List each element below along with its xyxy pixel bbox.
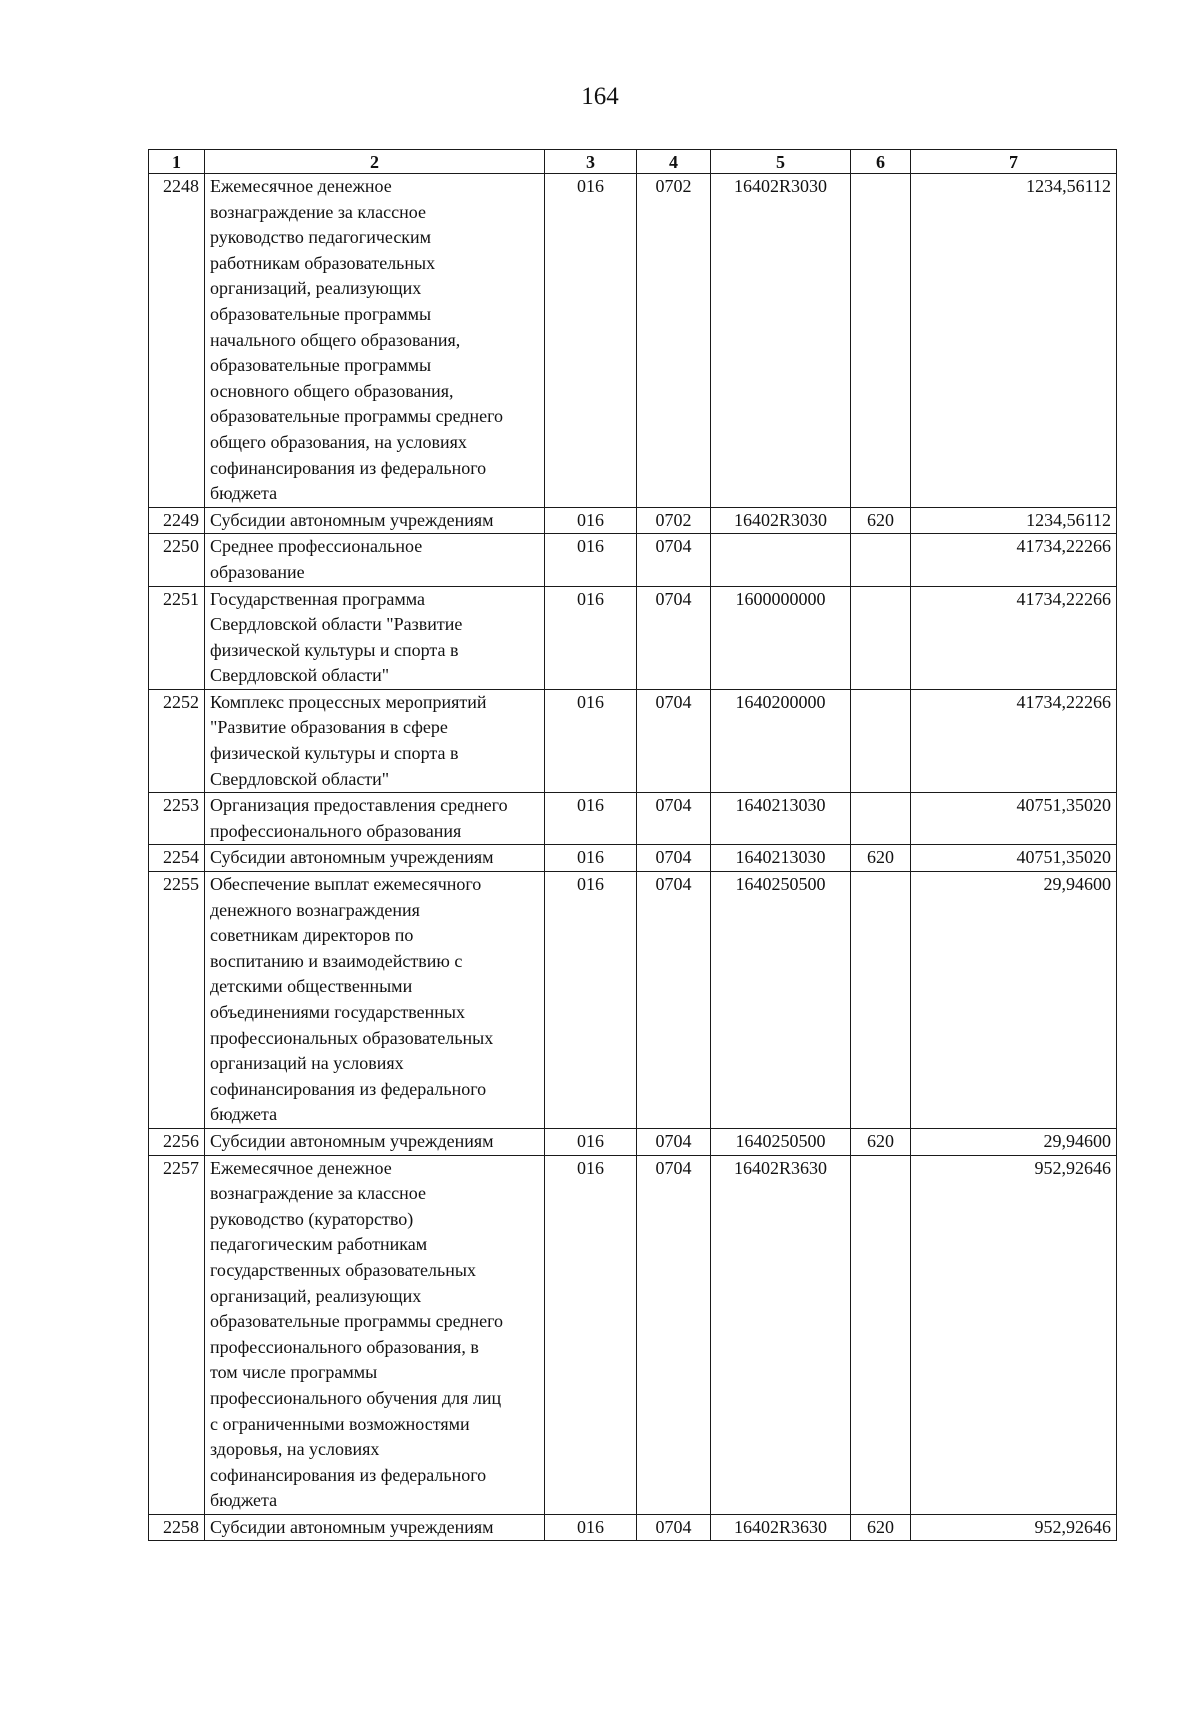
row-section-cell: 0704 [637,1128,711,1155]
row-dept-cell: 016 [545,689,637,792]
table-row [149,689,1117,792]
table-row [149,845,1117,872]
row-number-cell: 2257 [149,1155,205,1514]
row-name-line: том числе программы [210,1362,378,1383]
row-section-cell: 0704 [637,793,711,845]
row-expense-cell: 620 [851,507,911,534]
row-name-cell [205,793,545,845]
row-name-line: физической культуры и спорта в [210,743,459,764]
row-name-line: профессионального образования, в [210,1336,479,1357]
row-dept-cell: 016 [545,174,637,508]
row-amount-cell: 41734,22266 [911,534,1117,586]
row-amount-cell: 29,94600 [911,872,1117,1129]
row-target-cell [711,534,851,586]
row-name-cell [205,586,545,689]
row-dept-cell: 016 [545,507,637,534]
row-name-line: вознаграждение за классное [210,201,426,222]
row-name-line: организаций на условиях [210,1053,404,1074]
row-name-line: педагогическим работникам [210,1234,428,1255]
row-name-line: государственных образовательных [210,1259,476,1280]
table-row [149,534,1117,586]
header-col-4: 4 [637,150,711,174]
row-expense-cell [851,1155,911,1514]
row-section-cell: 0704 [637,1155,711,1514]
row-name-line: денежного вознаграждения [210,899,420,920]
row-dept-cell: 016 [545,845,637,872]
row-name-line: "Развитие образования в сфере [210,717,448,738]
row-name-line: Свердловской области "Развитие [210,614,463,635]
row-amount-cell: 1234,56112 [911,507,1117,534]
row-name-line: Среднее профессиональное [210,536,423,557]
row-dept-cell: 016 [545,586,637,689]
row-amount-cell: 952,92646 [911,1155,1117,1514]
row-amount-cell: 40751,35020 [911,793,1117,845]
row-name-line: объединениями государственных [210,1002,465,1022]
row-target-cell: 16402R3630 [711,1514,851,1541]
row-expense-cell: 620 [851,845,911,872]
row-name-line: образовательные программы [210,303,432,324]
row-name-line: здоровья, на условиях [210,1439,380,1460]
page-number: 164 [581,83,619,110]
row-name-line: Организация предоставления среднего [210,795,508,816]
row-expense-cell [851,872,911,1129]
row-target-cell: 16402R3030 [711,174,851,508]
row-name-line: профессионального образования [210,820,462,841]
row-target-cell: 1640213030 [711,793,851,845]
header-col-7: 7 [911,150,1117,174]
row-name-line: образовательные программы среднего [210,1311,504,1332]
row-amount-cell: 952,92646 [911,1514,1117,1541]
row-name-line: Государственная программа [210,588,425,609]
row-dept-cell: 016 [545,534,637,586]
row-name-line: образовательные программы среднего [210,406,504,427]
row-dept-cell: 016 [545,1128,637,1155]
row-name-line: образовательные программы [210,355,432,376]
row-expense-cell: 620 [851,1128,911,1155]
budget-table [148,149,1117,1541]
row-name-cell [205,174,545,508]
row-name-line: организаций, реализующих [210,278,422,299]
row-dept-cell: 016 [545,1155,637,1514]
row-name-cell [205,1155,545,1514]
row-name-line: начального общего образования, [210,329,461,350]
row-name-line: бюджета [210,483,278,504]
table-body [149,174,1117,1541]
header-col-6: 6 [851,150,911,174]
table-row [149,1128,1117,1155]
header-col-5: 5 [711,150,851,174]
row-expense-cell [851,793,911,845]
row-name-line: софинансирования из федерального [210,1464,487,1485]
row-name-line: Субсидии автономным учреждениям [210,1516,494,1537]
row-number-cell: 2250 [149,534,205,586]
row-name-cell [205,1128,545,1155]
row-expense-cell: 620 [851,1514,911,1541]
row-section-cell: 0702 [637,174,711,508]
row-number-cell: 2249 [149,507,205,534]
row-target-cell: 1600000000 [711,586,851,689]
row-section-cell: 0704 [637,1514,711,1541]
row-amount-cell: 1234,56112 [911,174,1117,508]
row-name-line: советникам директоров по [210,925,414,946]
row-name-line: физической культуры и спорта в [210,639,459,660]
row-section-cell: 0704 [637,586,711,689]
row-name-line: образование [210,561,305,582]
row-name-line: Обеспечение выплат ежемесячного [210,874,482,895]
table-row [149,1155,1117,1514]
row-number-cell: 2258 [149,1514,205,1541]
header-row [149,150,1117,174]
row-dept-cell: 016 [545,1514,637,1541]
row-dept-cell: 016 [545,872,637,1129]
row-number-cell: 2254 [149,845,205,872]
row-target-cell: 16402R3630 [711,1155,851,1514]
row-name-line: вознаграждение за классное [210,1183,426,1204]
row-section-cell: 0704 [637,534,711,586]
table-row [149,586,1117,689]
row-section-cell: 0702 [637,507,711,534]
row-name-line: работникам образовательных [210,252,436,273]
row-name-line: бюджета [210,1490,278,1511]
row-section-cell: 0704 [637,689,711,792]
row-number-cell: 2248 [149,174,205,508]
row-name-line: Субсидии автономным учреждениям [210,1130,494,1151]
row-dept-cell: 016 [545,793,637,845]
row-name-line: воспитанию и взаимодействию с [210,950,463,971]
row-name-cell [205,845,545,872]
table-row [149,1514,1117,1541]
row-number-cell: 2256 [149,1128,205,1155]
row-name-cell [205,507,545,534]
row-name-line: общего образования, на условиях [210,431,467,452]
row-name-cell [205,872,545,1129]
row-name-cell [205,534,545,586]
row-name-cell [205,1514,545,1541]
row-target-cell: 1640250500 [711,1128,851,1155]
table-row [149,793,1117,845]
row-name-line: руководство педагогическим [210,227,432,248]
row-amount-cell: 41734,22266 [911,586,1117,689]
table-row [149,507,1117,534]
row-amount-cell: 41734,22266 [911,689,1117,792]
header-col-1: 1 [149,150,205,174]
row-name-line: Субсидии автономным учреждениям [210,847,494,868]
row-number-cell: 2253 [149,793,205,845]
row-name-line: основного общего образования, [210,380,454,401]
row-expense-cell [851,534,911,586]
row-name-line: профессиональных образовательных [210,1027,494,1048]
row-name-line: софинансирования из федерального [210,457,487,478]
row-name-line: Ежемесячное денежное [210,176,392,196]
row-name-line: бюджета [210,1104,278,1125]
table-row [149,174,1117,508]
row-amount-cell: 29,94600 [911,1128,1117,1155]
row-amount-cell: 40751,35020 [911,845,1117,872]
row-name-line: Ежемесячное денежное [210,1157,392,1178]
row-name-line: софинансирования из федерального [210,1078,487,1099]
row-name-line: с ограниченными возможностями [210,1413,470,1434]
row-number-cell: 2251 [149,586,205,689]
row-name-line: Субсидии автономным учреждениям [210,509,494,530]
row-name-cell [205,689,545,792]
row-name-line: Свердловской области" [210,768,390,789]
row-number-cell: 2255 [149,872,205,1129]
header-col-2: 2 [205,150,545,174]
row-section-cell: 0704 [637,845,711,872]
row-expense-cell [851,689,911,792]
row-expense-cell [851,586,911,689]
table-row [149,872,1117,1129]
row-target-cell: 1640200000 [711,689,851,792]
row-expense-cell [851,174,911,508]
row-name-line: детскими общественными [210,976,413,997]
row-target-cell: 16402R3030 [711,507,851,534]
row-name-line: руководство (кураторство) [210,1208,414,1229]
row-number-cell: 2252 [149,689,205,792]
row-name-line: организаций, реализующих [210,1285,422,1306]
row-name-line: профессионального обучения для лиц [210,1387,502,1408]
row-target-cell: 1640213030 [711,845,851,872]
header-col-3: 3 [545,150,637,174]
row-target-cell: 1640250500 [711,872,851,1129]
row-name-line: Комплекс процессных мероприятий [210,691,487,712]
row-name-line: Свердловской области" [210,665,390,686]
row-section-cell: 0704 [637,872,711,1129]
